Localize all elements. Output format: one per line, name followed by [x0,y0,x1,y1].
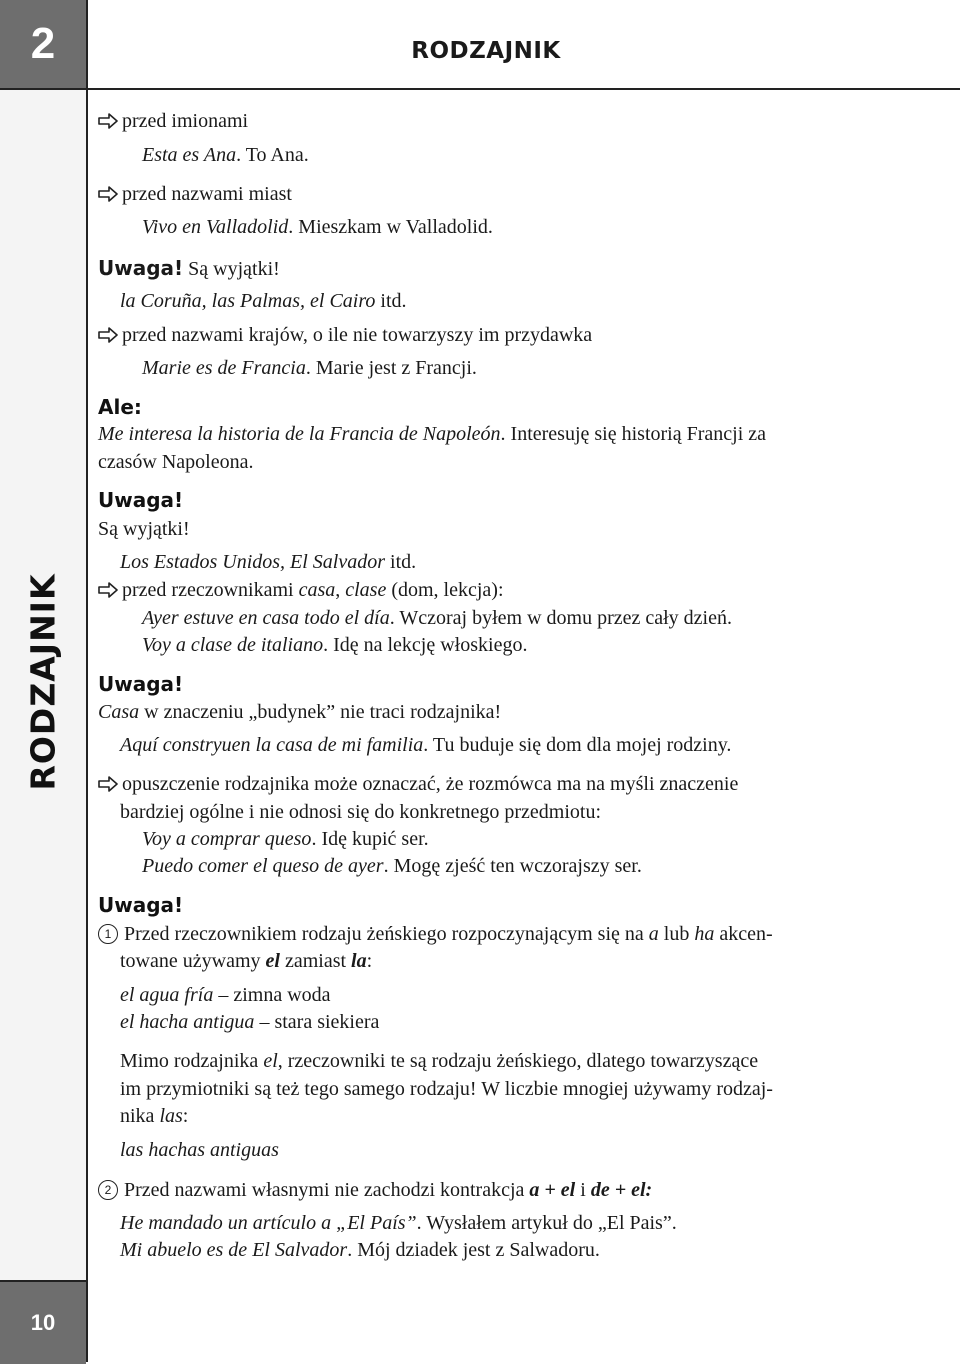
example-line: Voy a comprar queso. Idę kupić ser. [142,828,429,850]
example-line: Los Estados Unidos, El Salvador itd. [120,551,417,573]
example-line: Voy a clase de italiano. Idę na lekcję włoskiego. [142,634,528,656]
text-line: nika las: [120,1105,189,1127]
hollow-arrow-right-icon [98,108,122,134]
side-chapter-title: RODZAJNIK [23,573,63,791]
bullet-line: przed rzeczownikami casa, clase (dom, lekcja): [98,577,504,603]
page-number: 10 [30,1310,56,1335]
circled-number-2: 2 [98,1180,118,1200]
bullet-line: opuszczenie rodzajnika może oznaczać, że rozmówca ma na myśli znaczenie [98,771,738,797]
uwaga-heading: Uwaga! [98,893,184,917]
uwaga-heading: Uwaga! [98,488,184,512]
example-line: las hachas antiguas [120,1139,279,1161]
hollow-arrow-right-icon [98,181,122,207]
example-line: la Coruña, las Palmas, el Cairo itd. [120,290,407,312]
hollow-arrow-right-icon [98,322,122,348]
example-line: Vivo en Valladolid. Mieszkam w Valladolid. [142,216,493,238]
example-line: Aquí constryuen la casa de mi familia. Tu buduje się dom dla mojej rodziny. [120,734,732,756]
note-line: Uwaga! Są wyjątki! [98,256,280,280]
bullet-line: przed nazwami krajów, o ile nie towarzyszy im przydawka [98,322,592,348]
text-line: towane używamy el zamiast la: [120,950,373,972]
uwaga-heading: Uwaga! [98,672,184,696]
bullet-line: przed nazwami miast [98,181,292,207]
example-line: Puedo comer el queso de ayer. Mogę zjeść ten wczorajszy ser. [142,855,642,877]
example-line: He mandado un artículo a „El País”. Wysłałem artykuł do „El Pais”. [120,1212,677,1234]
example-line: el hacha antigua – stara siekiera [120,1011,380,1033]
page-title: RODZAJNIK [411,38,561,64]
example-line: Marie es de Francia. Marie jest z Francji. [142,357,477,379]
text-line: bardziej ogólne i nie odnosi się do konkretnego przedmiotu: [120,801,601,823]
example-line: Esta es Ana. To Ana. [142,144,309,166]
circled-number-1: 1 [98,924,118,944]
text-line: czasów Napoleona. [98,451,254,473]
example-line: el agua fría – zimna woda [120,984,331,1006]
example-line: Me interesa la historia de la Francia de Napoleón. Interesuję się historią Francji za [98,423,767,445]
numbered-line: 2 Przed nazwami własnymi nie zachodzi kontrakcja a + el i de + el: [98,1177,652,1203]
numbered-line: 1 Przed rzeczownikiem rodzaju żeńskiego rozpoczynającym się na a lub ha akcen- [98,921,773,947]
bullet-line: przed imionami [98,108,248,134]
text-line: Casa w znaczeniu „budynek” nie traci rodzajnika! [98,701,502,723]
text-line: Są wyjątki! [98,518,190,540]
example-line: Mi abuelo es de El Salvador. Mój dziadek jest z Salwadoru. [120,1239,600,1261]
text-line: im przymiotniki są też tego samego rodzaju! W liczbie mnogiej używamy rodzaj- [120,1078,773,1100]
chapter-number: 2 [30,19,56,68]
text-line: Mimo rodzajnika el, rzeczowniki te są rodzaju żeńskiego, dlatego towarzyszące [120,1050,759,1072]
example-line: Ayer estuve en casa todo el día. Wczoraj byłem w domu przez cały dzień. [142,607,732,629]
hollow-arrow-right-icon [98,577,122,603]
hollow-arrow-right-icon [98,771,122,797]
ale-heading: Ale: [98,395,142,419]
